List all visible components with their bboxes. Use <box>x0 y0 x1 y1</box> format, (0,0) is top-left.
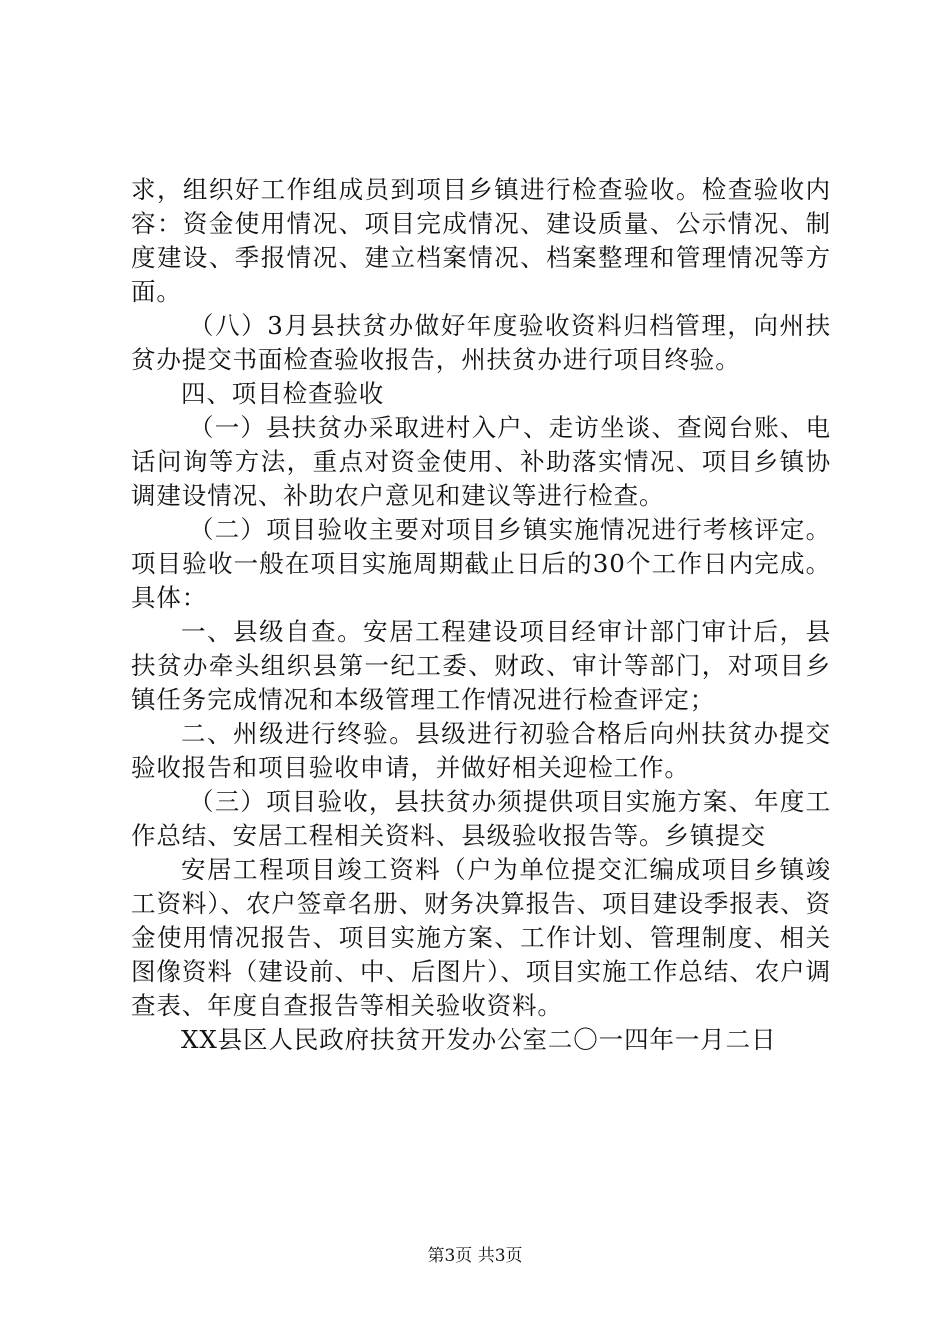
paragraph-inspection-requirements: 求，组织好工作组成员到项目乡镇进行检查验收。检查验收内容：资金使用情况、项目完成情况、建设质量、公示情况、制度建设、季报情况、建立档案情况、档案整理和管理情况等方面。 <box>131 175 831 306</box>
paragraph-item-1: （一）县扶贫办采取进村入户、走访坐谈、查阅台账、电话问询等方法，重点对资金使用、补助落实情况、项目乡镇协调建设情况、补助农户意见和建议等进行检查。 <box>131 413 831 510</box>
paragraph-prefecture-final-check: 二、州级进行终验。县级进行初验合格后向州扶贫办提交验收报告和项目验收申请，并做好相关迎检工作。 <box>131 719 831 782</box>
paragraph-item-3: （三）项目验收，县扶贫办须提供项目实施方案、年度工作总结、安居工程相关资料、县级验收报告等。乡镇提交 <box>131 787 831 850</box>
paragraph-item-2: （二）项目验收主要对项目乡镇实施情况进行考核评定。项目验收一般在项目实施周期截止日后的30个工作日内完成。具体： <box>131 515 831 612</box>
section-heading-inspection: 四、项目检查验收 <box>181 379 385 408</box>
paragraph-submission-materials: 安居工程项目竣工资料（户为单位提交汇编成项目乡镇竣工资料）、农户签章名册、财务决算报告、项目建设季报表、资金使用情况报告、项目实施方案、工作计划、管理制度、相关图像资料（建设前、中、后图片）、项目实施工作总结、农户调查表、年度自查报告等相关验收资料。 <box>131 855 831 1020</box>
paragraph-county-self-check: 一、县级自查。安居工程建设项目经审计部门审计后，县扶贫办牵头组织县第一纪工委、财政、审计等部门，对项目乡镇任务完成情况和本级管理工作情况进行检查评定； <box>131 617 831 714</box>
document-body <box>131 173 831 1057</box>
signature-date-line: XX县区人民政府扶贫开发办公室二〇一四年一月二日 <box>181 1025 777 1054</box>
paragraph-item-8: （八）3月县扶贫办做好年度验收资料归档管理，向州扶贫办提交书面检查验收报告，州扶贫办进行项目终验。 <box>131 311 831 374</box>
page-number-footer: 第3页 共3页 <box>427 1246 523 1266</box>
